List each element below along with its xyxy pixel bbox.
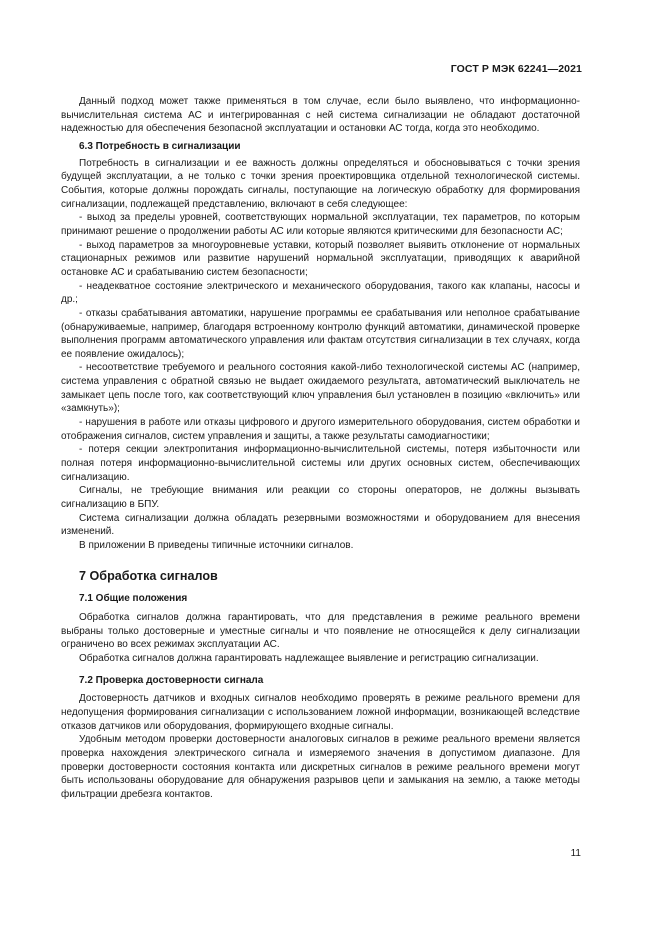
section-7-1-paragraph-2: Обработка сигналов должна гарантировать надлежащее выявление и регистрацию сигнализации. xyxy=(79,652,539,664)
section-7-2-paragraph-1: Достоверность датчиков и входных сигналов необходимо проверять в режиме реального времени для недопущения формирования сигнализации с использованием ложной информации, возникающей вследствие отказов датчиков или оборудования, формирующего входные сигналы. xyxy=(61,693,580,732)
section-6-3-title: 6.3 Потребность в сигнализации xyxy=(79,140,241,152)
section-6-3-paragraph-3: Система сигнализации должна обладать резервными возможностями и оборудованием для внесения изменений. xyxy=(61,512,580,538)
page-content xyxy=(61,95,580,802)
list-item: - выход за пределы уровней, соответствующих нормальной эксплуатации, тех параметров, по которым принимают решение о продолжении работы АС или которые являются критическими для безопасности АС; xyxy=(61,212,580,237)
list-item: - неадекватное состояние электрического и механического оборудования, такого как клапаны, насосы и др.; xyxy=(61,280,580,306)
list-item: - несоответствие требуемого и реального состояния какой-либо технологической системы АС (например, система управления с обратной связью не выдает ожидаемого результата, автоматический выключатель не замыкает цепь после того, как соответствующий ключ управления был установлен в позицию «включить» или «замкнуть»); xyxy=(61,362,580,415)
list-item: - отказы срабатывания автоматики, нарушение программы ее срабатывания или неполное срабатывание (обнаруживаемые, например, благодаря встроенному контролю функций автоматики, динамической проверке выполнения программ автоматического управления или фактам отсутствия сигнализации в тех случаях, когда ее появление ожидалось); xyxy=(61,307,580,360)
section-7-title: 7 Обработка сигналов xyxy=(79,568,218,583)
section-7-2-paragraph-2: Удобным методом проверки достоверности аналоговых сигналов в режиме реального времени является проверка нахождения электрического сигнала и измеряемого значения в допустимом диапазоне. Для проверки достоверности состояния контакта или дискретных сигналов в режиме реального времени могут быть использованы оборудование для обнаружения разрывов цепи и замыкания на землю, а также методы фильтрации дребезга контактов. xyxy=(61,734,580,800)
list-item: - потеря секции электропитания информационно-вычислительной системы, потеря избыточности или полная потеря информационно-вычислительной системы или других основных систем, обеспечивающих сигнализацию. xyxy=(61,444,580,483)
section-6-3-paragraph-1: Потребность в сигнализации и ее важность должны определяться и обосновываться с точки зрения будущей эксплуатации, а не только с точки зрения проектировщика отдельной технологической системы. События, которые должны порождать сигналы, поступающие на логическую обработку для формирования сигнализации, подлежащей представлению, включают в себя следующее: xyxy=(61,157,580,210)
page-number: 11 xyxy=(570,848,581,859)
section-7-1-title: 7.1 Общие положения xyxy=(79,593,188,605)
intro-paragraph: Данный подход может также применяться в том случае, если было выявлено, что информационно-вычислительная система АС и интегрированная с ней система сигнализации не обладают достаточной надежностью для обеспечения безопасной эксплуатации и остановки АС тогда, когда это необходимо. xyxy=(61,96,580,135)
standard-header: ГОСТ Р МЭК 62241—2021 xyxy=(450,63,582,75)
section-7-1-paragraph-1: Обработка сигналов должна гарантировать, что для представления в режиме реального времени выбраны только достоверные и уместные сигналы и что появление не относящейся к делу сигнализации ограничено во всех режимах эксплуатации АС. xyxy=(61,611,580,651)
section-7-2-title: 7.2 Проверка достоверности сигнала xyxy=(79,674,264,686)
section-6-3-paragraph-2: Сигналы, не требующие внимания или реакции со стороны операторов, не должны вызывать сигнализацию в БПУ. xyxy=(61,485,580,511)
section-6-3-paragraph-4: В приложении В приведены типичные источники сигналов. xyxy=(79,540,354,551)
list-item: - выход параметров за многоуровневые уставки, который позволяет выявить отклонение от нормальных стационарных режимов или развитие нарушений нормальной эксплуатации, приводящих к аварийной остановке АС и срабатыванию систем безопасности; xyxy=(61,239,580,278)
list-item: - нарушения в работе или отказы цифрового и другого измерительного оборудования, систем обработки и отображения сигналов, систем управления и защиты, а также результаты самодиагностики; xyxy=(61,417,580,442)
